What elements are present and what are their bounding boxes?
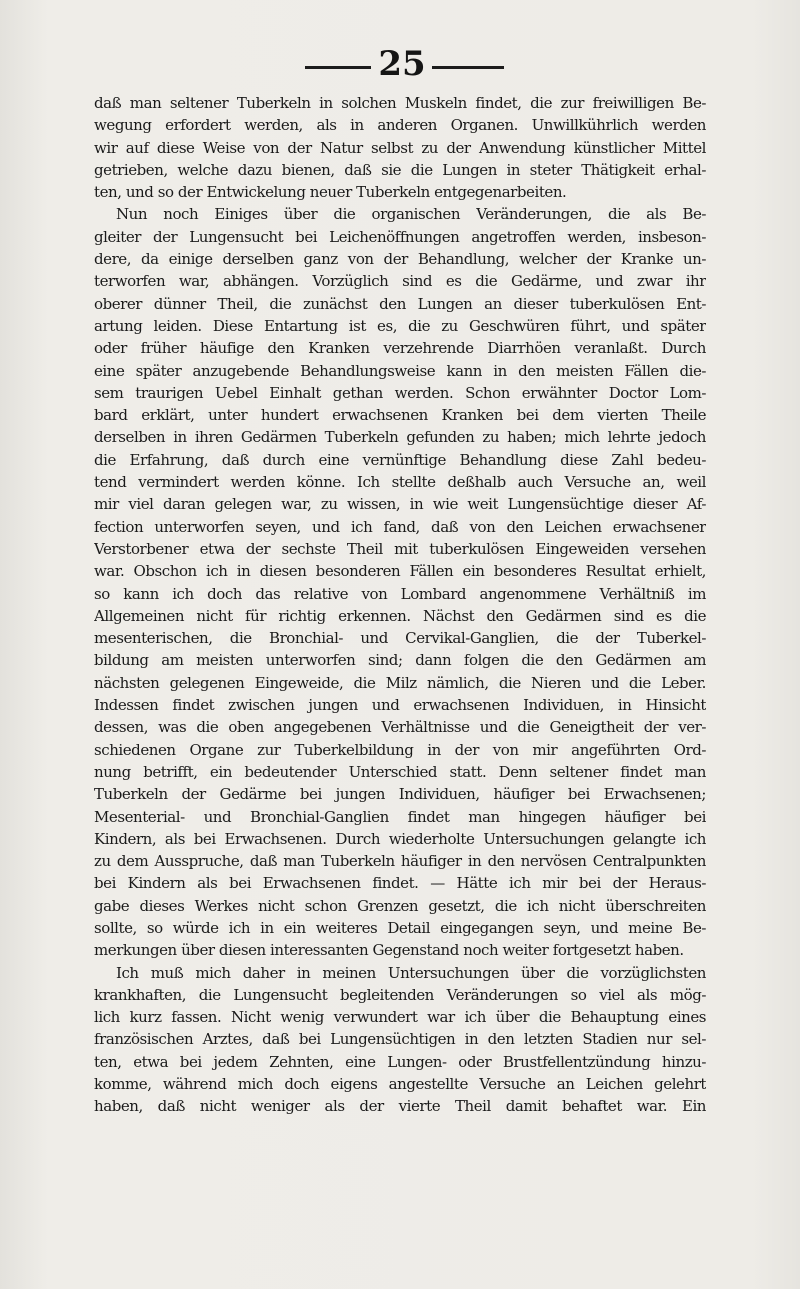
- text-line: Indessen findet zwischen jungen und erwachsenen Individuen, in Hinsicht: [94, 696, 706, 715]
- header-rule-left: [305, 66, 371, 69]
- page-header: [0, 44, 800, 84]
- text-line: tend vermindert werden könne. Ich stellte deßhalb auch Versuche an, weil: [94, 473, 706, 492]
- text-line: merkungen über diesen interessanten Gegenstand noch weiter fortgesetzt haben.: [94, 941, 684, 960]
- text-line: gleiter der Lungensucht bei Leichenöffnungen angetroffen werden, insbeson-: [94, 227, 706, 246]
- text-line: bildung am meisten unterworfen sind; dann folgen die den Gedärmen am: [94, 651, 706, 670]
- text-line: dere, da einige derselben ganz von der Behandlung, welcher der Kranke un-: [94, 250, 706, 269]
- text-line: oder früher häufige den Kranken verzehrende Diarrhöen veranlaßt. Durch: [94, 339, 706, 358]
- text-line: Nun noch Einiges über die organischen Veränderungen, die als Be-: [116, 205, 706, 224]
- text-line: schiedenen Organe zur Tuberkelbildung in der von mir angeführten Ord-: [94, 740, 706, 759]
- text-line: war. Obschon ich in diesen besonderen Fällen ein besonderes Resultat erhielt,: [94, 562, 706, 581]
- text-line: so kann ich doch das relative von Lombard angenommene Verhältniß im: [94, 584, 706, 603]
- header-rule-right: [432, 66, 504, 69]
- text-line: wir auf diese Weise von der Natur selbst zu der Anwendung künstlicher Mittel: [94, 138, 706, 157]
- text-line: lich kurz fassen. Nicht wenig verwundert war ich über die Behauptung eines: [94, 1008, 706, 1027]
- text-line: gabe dieses Werkes nicht schon Grenzen gesetzt, die ich nicht überschreiten: [94, 896, 706, 915]
- text-line: derselben in ihren Gedärmen Tuberkeln gefunden zu haben; mich lehrte jedoch: [94, 428, 706, 447]
- text-line: nächsten gelegenen Eingeweide, die Milz nämlich, die Nieren und die Leber.: [94, 673, 706, 692]
- text-line: daß man seltener Tuberkeln in solchen Muskeln findet, die zur freiwilligen Be-: [94, 94, 706, 112]
- paragraph: [94, 92, 706, 203]
- text-line: mesenterischen, die Bronchial- und Cervikal-Ganglien, die der Tuberkel-: [94, 629, 706, 648]
- text-line: ten, und so der Entwickelung neuer Tuberkeln entgegenarbeiten.: [94, 183, 567, 202]
- text-line: wegung erfordert werden, als in anderen Organen. Unwillkührlich werden: [94, 116, 706, 135]
- text-line: haben, daß nicht weniger als der vierte Theil damit behaftet war. Ein: [94, 1097, 706, 1116]
- text-line: dessen, was die oben angegebenen Verhältnisse und die Geneigtheit der ver-: [94, 718, 706, 737]
- paragraph: [94, 203, 706, 961]
- text-line: Tuberkeln der Gedärme bei jungen Individuen, häufiger bei Erwachsenen;: [94, 785, 706, 804]
- text-line: sem traurigen Uebel Einhalt gethan werden. Schon erwähnter Doctor Lom-: [94, 383, 706, 402]
- text-line: Kindern, als bei Erwachsenen. Durch wiederholte Untersuchungen gelangte ich: [94, 829, 706, 848]
- text-line: Mesenterial- und Bronchial-Ganglien findet man hingegen häufiger bei: [94, 807, 706, 826]
- text-line: französischen Arztes, daß bei Lungensüchtigen in den letzten Stadien nur sel-: [94, 1030, 706, 1049]
- text-line: Ich muß mich daher in meinen Untersuchungen über die vorzüglichsten: [116, 963, 706, 982]
- page-number: 25: [378, 44, 426, 84]
- body-text: [94, 92, 706, 1118]
- text-line: oberer dünner Theil, die zunächst den Lungen an dieser tuberkulösen Ent-: [94, 294, 706, 313]
- text-line: nung betrifft, ein bedeutender Unterschied statt. Denn seltener findet man: [94, 762, 706, 781]
- text-line: zu dem Ausspruche, daß man Tuberkeln häufiger in den nervösen Centralpunkten: [94, 852, 706, 871]
- text-line: getrieben, welche dazu bienen, daß sie die Lungen in steter Thätigkeit erhal-: [94, 160, 706, 179]
- text-line: mir viel daran gelegen war, zu wissen, in wie weit Lungensüchtige dieser Af-: [94, 495, 706, 514]
- text-line: fection unterworfen seyen, und ich fand, daß von den Leichen erwachsener: [94, 517, 706, 536]
- text-line: komme, während mich doch eigens angestellte Versuche an Leichen gelehrt: [94, 1075, 706, 1094]
- text-line: eine später anzugebende Behandlungsweise kann in den meisten Fällen die-: [94, 361, 706, 380]
- text-line: Verstorbener etwa der sechste Theil mit tuberkulösen Eingeweiden versehen: [94, 539, 706, 558]
- text-line: die Erfahrung, daß durch eine vernünftige Behandlung diese Zahl bedeu-: [94, 450, 706, 469]
- text-line: bei Kindern als bei Erwachsenen findet. — Hätte ich mir bei der Heraus-: [94, 874, 706, 893]
- text-line: ten, etwa bei jedem Zehnten, eine Lungen- oder Brustfellentzündung hinzu-: [94, 1052, 706, 1071]
- text-line: terworfen war, abhängen. Vorzüglich sind es die Gedärme, und zwar ihr: [94, 272, 706, 291]
- text-line: artung leiden. Diese Entartung ist es, die zu Geschwüren führt, und später: [94, 316, 706, 335]
- text-line: sollte, so würde ich in ein weiteres Detail eingegangen seyn, und meine Be-: [94, 918, 706, 937]
- paragraph: [94, 962, 706, 1118]
- text-line: bard erklärt, unter hundert erwachsenen Kranken bei dem vierten Theile: [94, 406, 706, 425]
- text-line: Allgemeinen nicht für richtig erkennen. Nächst den Gedärmen sind es die: [94, 606, 706, 625]
- text-line: krankhaften, die Lungensucht begleitenden Veränderungen so viel als mög-: [94, 985, 706, 1004]
